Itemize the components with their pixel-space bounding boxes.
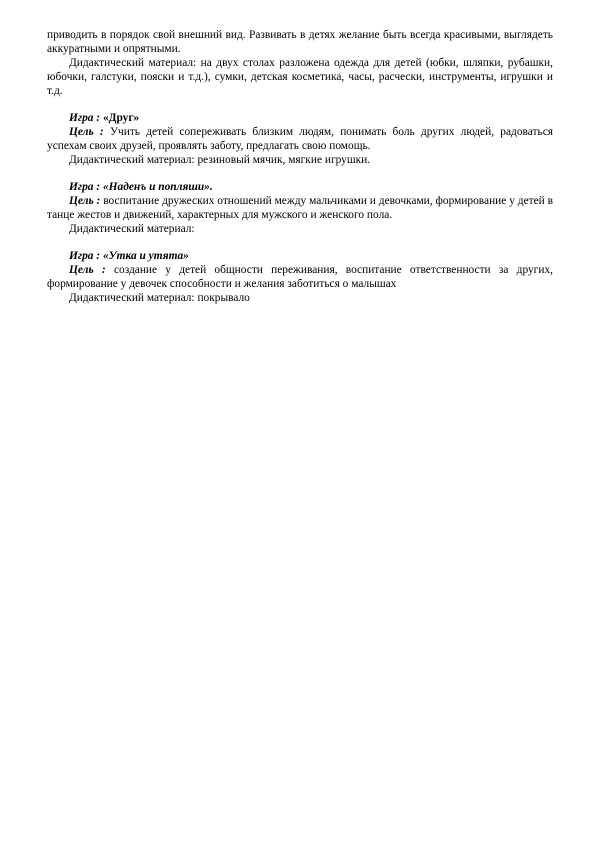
- intro-material: Дидактический материал: на двух столах разложена одежда для детей (юбки, шляпки, рубашки, юбочки, галстуки, пояски и т.д.), сумки, детская косметика, часы, расчески, инструменты, игрушки и т.д.: [47, 57, 553, 97]
- game-title: «Наденъ и попляши».: [102, 181, 213, 193]
- intro-continuation: приводить в порядок свой внешний вид. Развивать в детях желание быть всегда красивыми, выглядеть аккуратными и опрятными.: [47, 29, 553, 55]
- game-goal: [47, 263, 553, 291]
- section-gap: [47, 236, 553, 249]
- game-title: «Утка и утята»: [102, 250, 189, 262]
- game-label: Игра :: [69, 112, 101, 124]
- game-label: Игра :: [69, 181, 101, 193]
- game-material: Дидактический материал:: [69, 223, 195, 235]
- section-gap: [47, 167, 553, 180]
- section-gap: [47, 98, 553, 111]
- goal-text: создание у детей общности переживания, воспитание ответственности за других, формирование у девочек способности и желания заботиться о малышах: [47, 264, 553, 290]
- goal-label: Цель :: [69, 126, 104, 138]
- goal-text: воспитание дружеских отношений между мальчиками и девочками, формирование у детей в танце жестов и движений, характерных для мужского и женского пола.: [47, 195, 554, 221]
- game-goal: [47, 125, 553, 153]
- document-page: [47, 28, 553, 305]
- game-title: «Друг»: [102, 112, 140, 124]
- game-material: Дидактический материал: покрывало: [69, 292, 250, 304]
- game-heading: [47, 180, 553, 194]
- goal-label: Цель :: [69, 195, 101, 207]
- game-section-dress-and-dance: [47, 180, 553, 236]
- game-heading: [47, 249, 553, 263]
- game-section-duck-and-ducklings: [47, 249, 553, 305]
- goal-label: Цель :: [69, 264, 106, 276]
- game-section-friend: [47, 111, 553, 167]
- game-goal: [47, 194, 553, 222]
- goal-text: Учить детей сопереживать близким людям, понимать боль других людей, радоваться успехам своих друзей, проявлять заботу, предлагать свою помощь.: [47, 126, 553, 152]
- game-material: Дидактический материал: резиновый мячик, мягкие игрушки.: [69, 154, 371, 166]
- game-heading: [47, 111, 553, 125]
- game-label: Игра :: [69, 250, 101, 262]
